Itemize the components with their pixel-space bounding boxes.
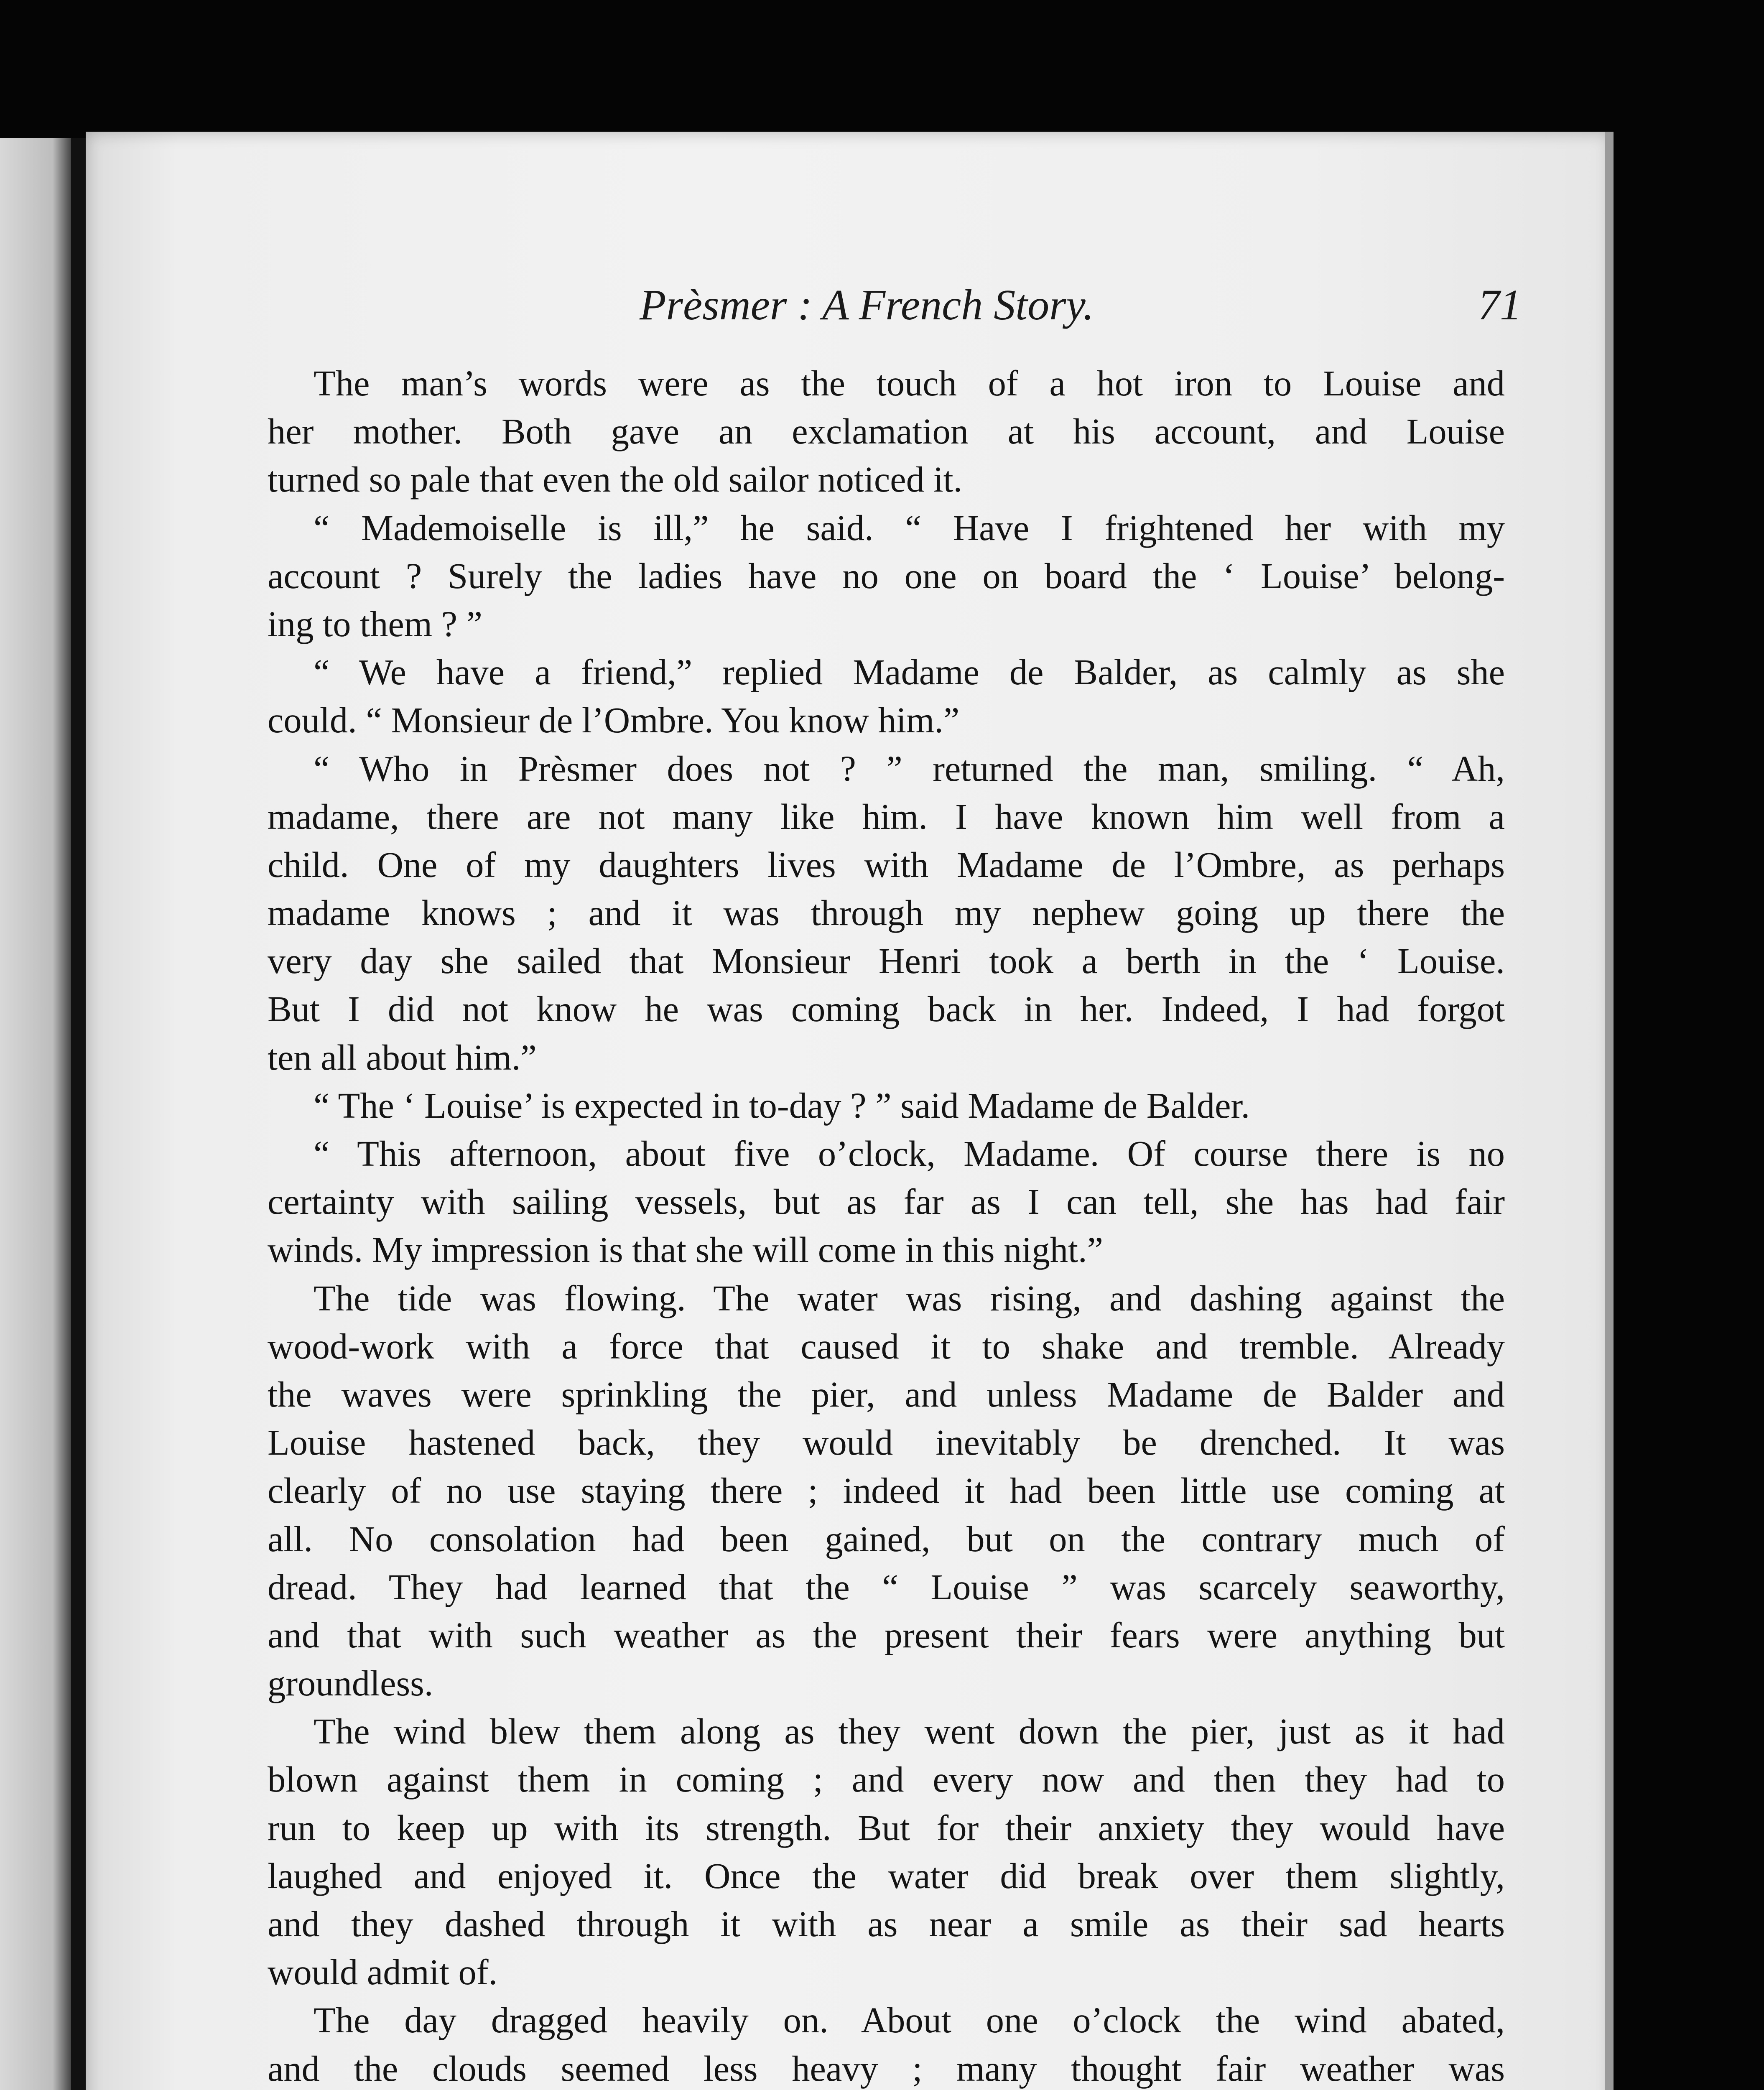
text-line: the waves were sprinkling the pier, and unless Madame de Balder and xyxy=(268,1374,1505,1415)
text-line: The tide was flowing. The water was rising, and dashing against the xyxy=(314,1278,1505,1318)
text-line: all. No consolation had been gained, but on the contrary much of xyxy=(268,1519,1505,1559)
text-line: laughed and enjoyed it. Once the water did break over them slightly, xyxy=(268,1856,1505,1896)
text-line: “ Who in Prèsmer does not ? ” returned the man, smiling. “ Ah, xyxy=(314,748,1505,789)
text-line: “ This afternoon, about five o’clock, Madame. Of course there is no xyxy=(314,1134,1505,1174)
text-line: and the clouds seemed less heavy ; many thought fair weather was xyxy=(268,2048,1505,2089)
text-line: dread. They had learned that the “ Louise ” was scarcely seaworthy, xyxy=(268,1567,1505,1607)
text-line: “ The ‘ Louise’ is expected in to-day ? ” said Madame de Balder. xyxy=(314,1085,1250,1126)
text-line: and they dashed through it with as near a smile as their sad hearts xyxy=(268,1904,1505,1944)
text-line: madame, there are not many like him. I have known him well from a xyxy=(268,796,1505,837)
text-line: “ Mademoiselle is ill,” he said. “ Have I frightened her with my xyxy=(314,507,1505,548)
text-line: very day she sailed that Monsieur Henri took a berth in the ‘ Louise. xyxy=(268,941,1505,981)
text-line: would admit of. xyxy=(268,1952,498,1993)
page-header xyxy=(176,280,1522,339)
text-line: Louise hastened back, they would inevitably be drenched. It was xyxy=(268,1422,1505,1463)
text-line: The wind blew them along as they went down the pier, just as it had xyxy=(314,1711,1505,1752)
text-line: The man’s words were as the touch of a hot iron to Louise and xyxy=(314,363,1505,403)
text-line: turned so pale that even the old sailor noticed it. xyxy=(268,459,963,500)
text-line: groundless. xyxy=(268,1663,433,1704)
page-number: 71 xyxy=(1478,281,1522,329)
page-edge xyxy=(1605,132,1614,2090)
text-line: run to keep up with its strength. But for their anxiety they would have xyxy=(268,1807,1505,1848)
text-line: blown against them in coming ; and every now and then they had to xyxy=(268,1759,1505,1800)
text-line: The day dragged heavily on. About one o’clock the wind abated, xyxy=(314,2000,1505,2041)
text-line: child. One of my daughters lives with Madame de l’Ombre, as perhaps xyxy=(268,844,1505,885)
text-line: ten all about him.” xyxy=(268,1037,537,1078)
text-line: her mother. Both gave an exclamation at his account, and Louise xyxy=(268,411,1505,452)
text-line: madame knows ; and it was through my nephew going up there the xyxy=(268,893,1505,933)
book-gutter xyxy=(71,138,88,2090)
text-line: and that with such weather as the present their fears were anything but xyxy=(268,1615,1505,1655)
text-line: But I did not know he was coming back in her. Indeed, I had forgot xyxy=(268,989,1505,1030)
text-line: account ? Surely the ladies have no one on board the ‘ Louise’ belong- xyxy=(268,556,1505,596)
text-line: clearly of no use staying there ; indeed it had been little use coming at xyxy=(268,1471,1505,1511)
text-line: winds. My impression is that she will come in this night.” xyxy=(268,1230,1104,1270)
text-line: certainty with sailing vessels, but as far as I can tell, she has had fair xyxy=(268,1182,1505,1222)
text-line: could. “ Monsieur de l’Ombre. You know him.” xyxy=(268,700,960,741)
running-head: Prèsmer : A French Story. xyxy=(640,281,1094,329)
text-line: “ We have a friend,” replied Madame de Balder, as calmly as she xyxy=(314,652,1505,693)
facing-page-edge xyxy=(0,138,75,2090)
body-text xyxy=(268,359,1505,2090)
text-line: wood-work with a force that caused it to shake and tremble. Already xyxy=(268,1326,1505,1366)
text-line: ing to them ? ” xyxy=(268,604,483,644)
